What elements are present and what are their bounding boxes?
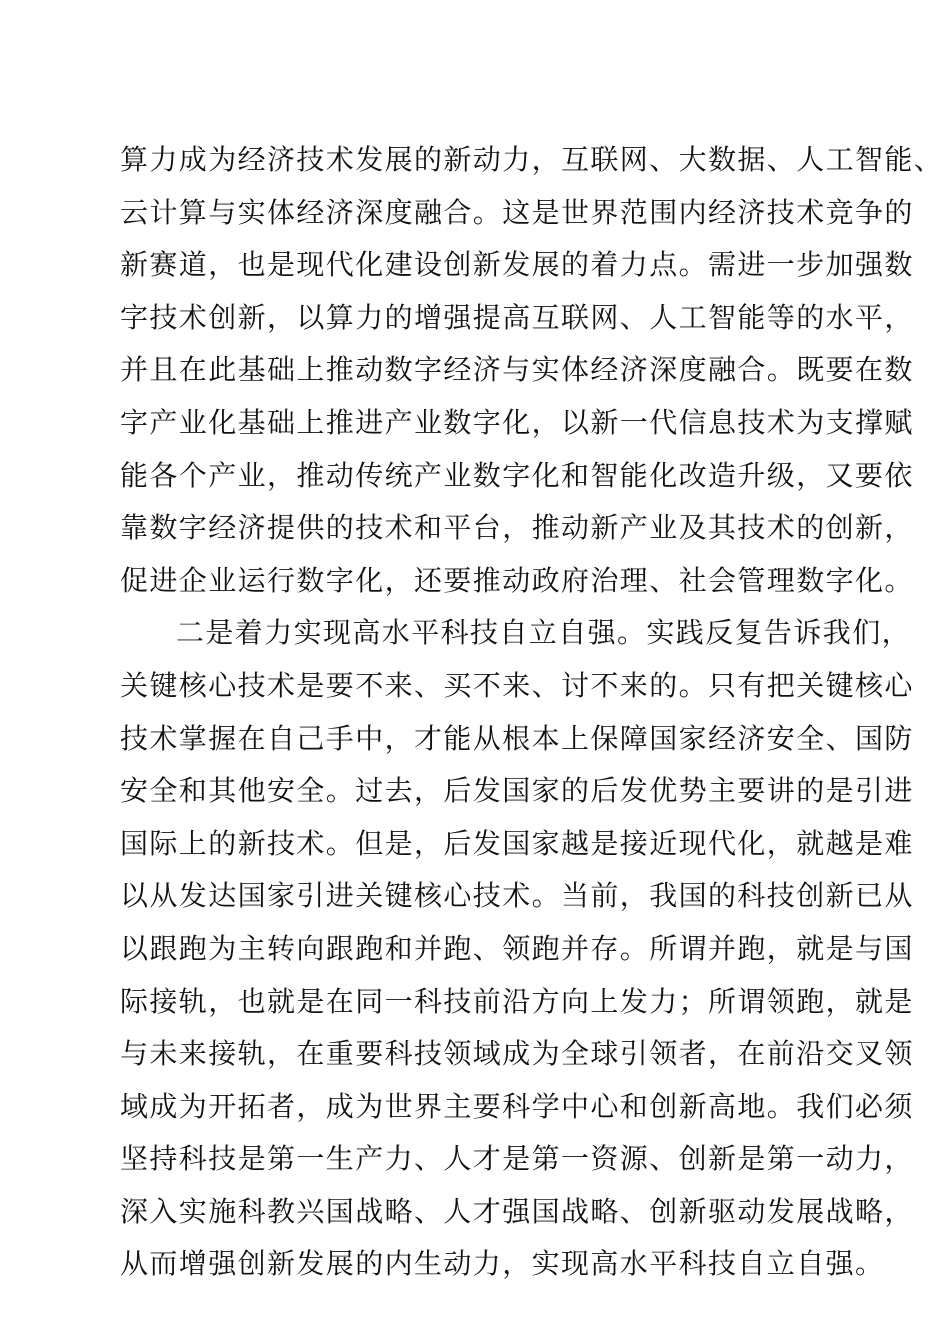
- text-line: 坚持科技是第一生产力、人才是第一资源、创新是第一动力，: [120, 1142, 914, 1176]
- text-line: 促进企业运行数字化，还要推动政府治理、社会管理数字化。: [120, 563, 914, 597]
- text-line: 字产业化基础上推进产业数字化，以新一代信息技术为支撑赋: [120, 405, 914, 439]
- text-line: 字技术创新，以算力的增强提高互联网、人工智能等的水平，: [120, 300, 914, 334]
- text-line: 与未来接轨，在重要科技领域成为全球引领者，在前沿交叉领: [120, 1037, 914, 1071]
- text-line: 深入实施科教兴国战略、人才强国战略、创新驱动发展战略，: [120, 1194, 914, 1228]
- text-line: 靠数字经济提供的技术和平台，推动新产业及其技术的创新，: [120, 511, 914, 545]
- text-line: 算力成为经济技术发展的新动力，互联网、大数据、人工智能、: [120, 143, 944, 176]
- text-line: 以跟跑为主转向跟跑和并跑、领跑并存。所谓并跑，就是与国: [120, 931, 914, 965]
- text-line: 国际上的新技术。但是，后发国家越是接近现代化，就越是难: [120, 826, 914, 860]
- text-line: 技术掌握在自己手中，才能从根本上保障国家经济安全、国防: [120, 721, 914, 755]
- text-line: 安全和其他安全。过去，后发国家的后发优势主要讲的是引进: [120, 774, 914, 808]
- text-line: 关键核心技术是要不来、买不来、讨不来的。只有把关键核心: [120, 668, 914, 702]
- text-line: 域成为开拓者，成为世界主要科学中心和创新高地。我们必须: [120, 1089, 914, 1123]
- text-line: 云计算与实体经济深度融合。这是世界范围内经济技术竞争的: [120, 195, 914, 229]
- paragraph-heading-line: 二是着力实现高水平科技自立自强。实践反复告诉我们，: [176, 616, 912, 650]
- document-body: [120, 134, 944, 1291]
- text-line: 际接轨，也就是在同一科技前沿方向上发力；所谓领跑，就是: [120, 984, 914, 1018]
- text-line: 新赛道，也是现代化建设创新发展的着力点。需进一步加强数: [120, 248, 914, 282]
- text-line: 并且在此基础上推动数字经济与实体经济深度融合。既要在数: [120, 353, 914, 387]
- text-line: 从而增强创新发展的内生动力，实现高水平科技自立自强。: [120, 1247, 885, 1281]
- text-line: 以从发达国家引进关键核心技术。当前，我国的科技创新已从: [120, 879, 914, 913]
- text-line: 能各个产业，推动传统产业数字化和智能化改造升级，又要依: [120, 458, 914, 492]
